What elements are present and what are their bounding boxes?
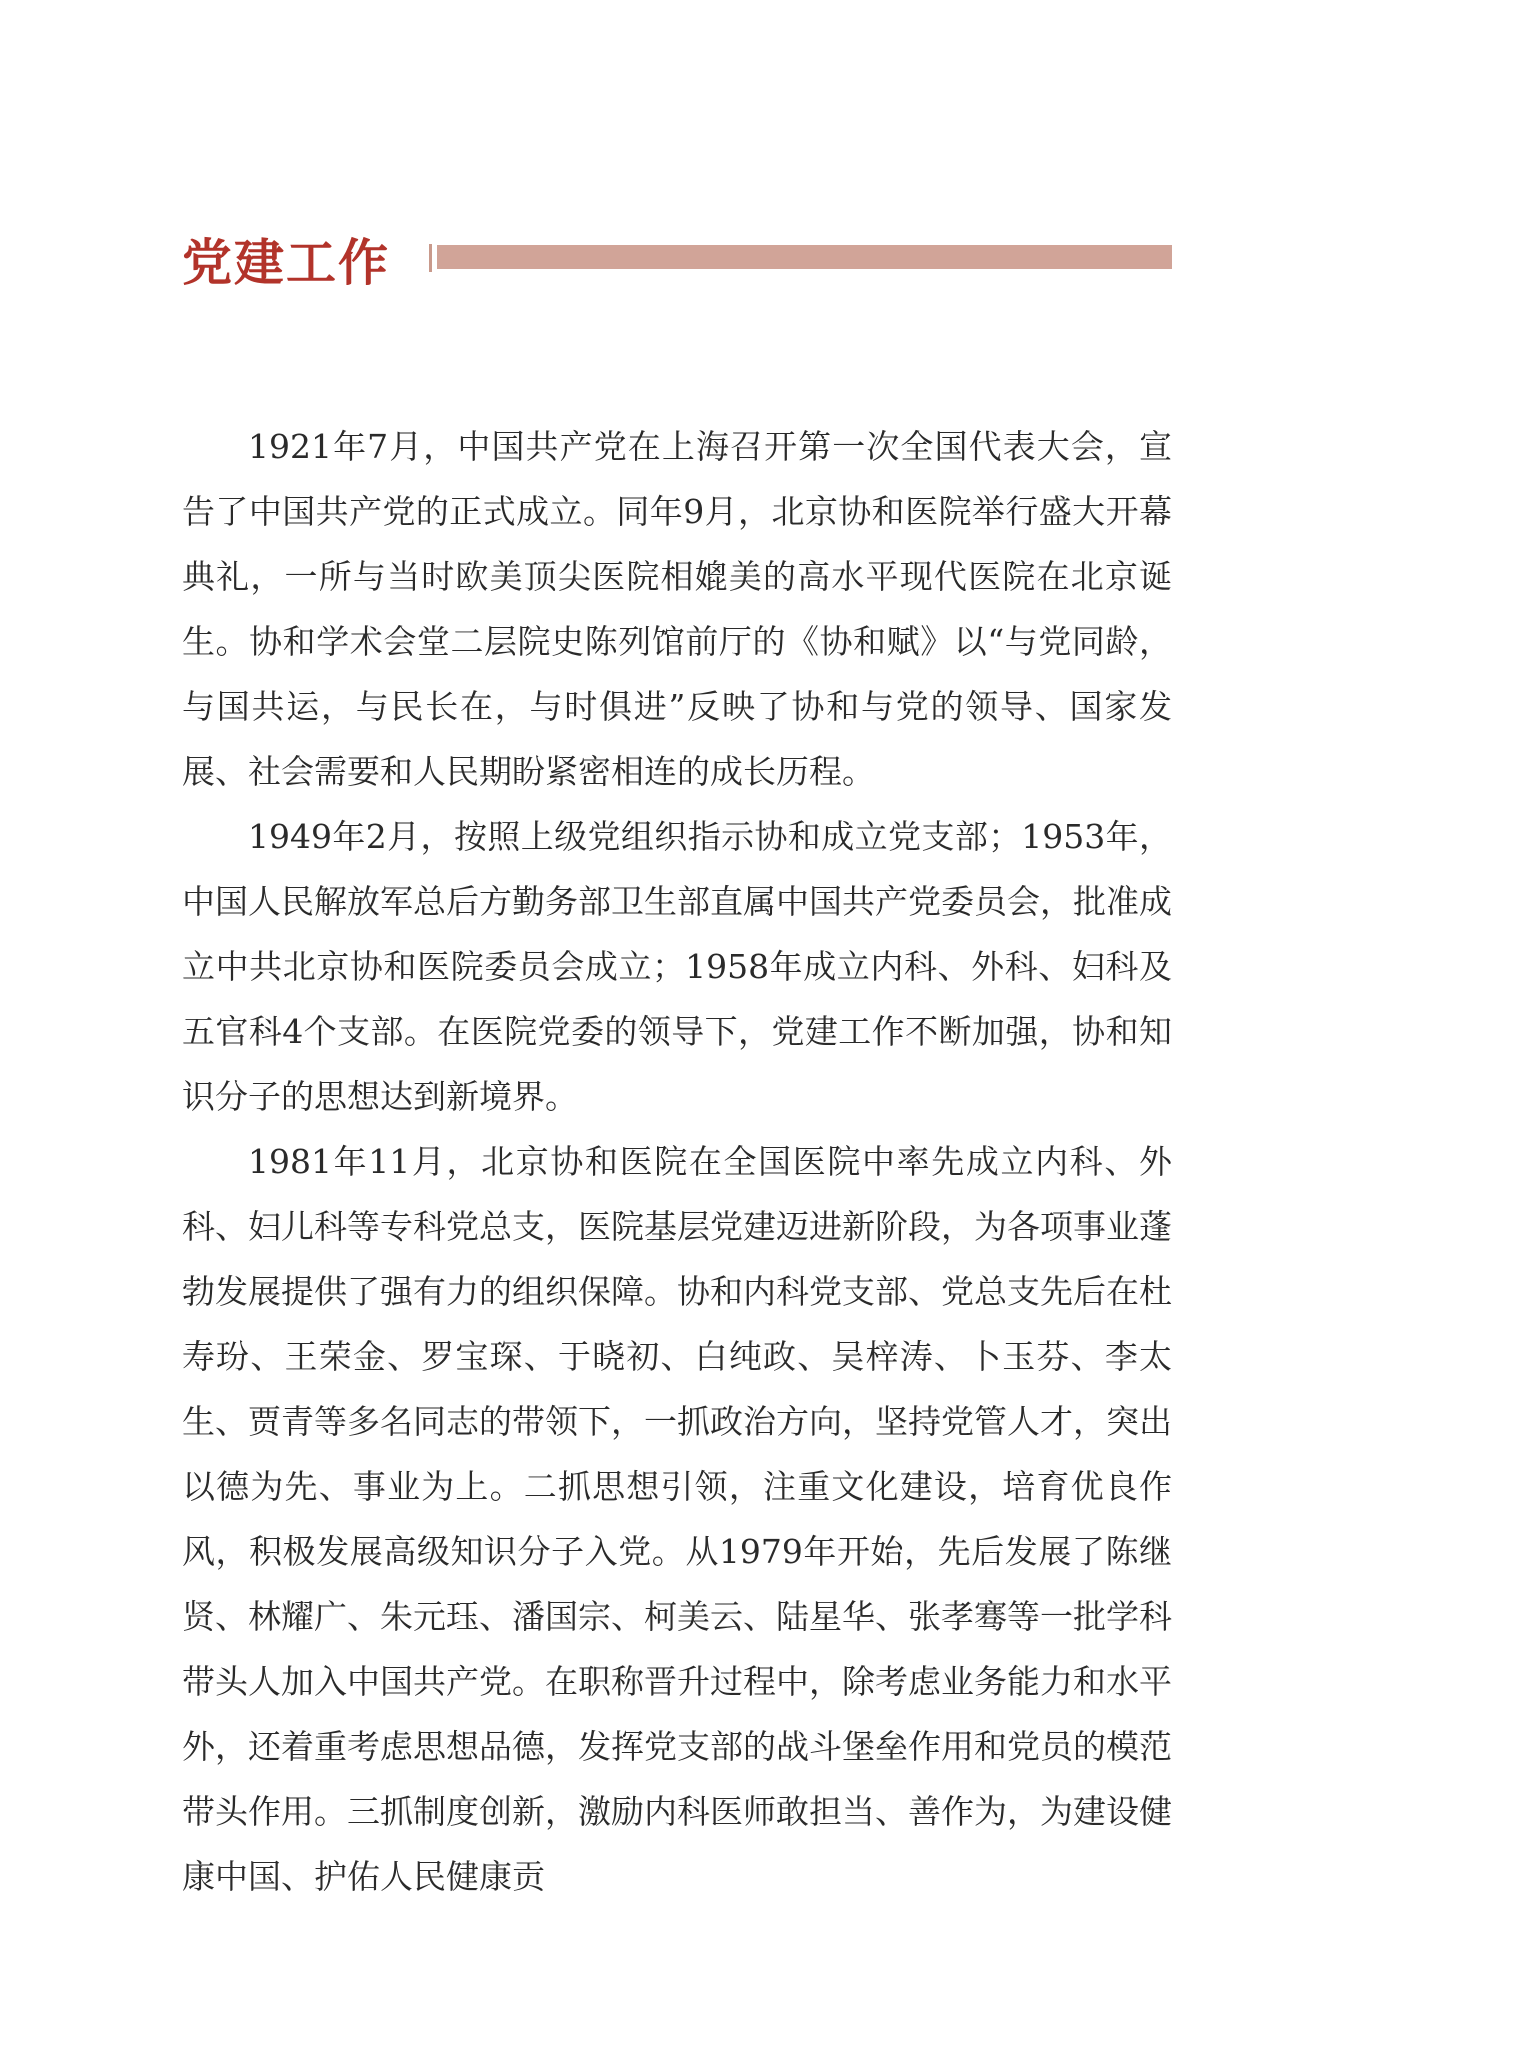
section-title: 党建工作 bbox=[182, 233, 390, 292]
paragraph-3: 1981年11月，北京协和医院在全国医院中率先成立内科、外科、妇儿科等专科党总支，医院基层党建迈进新阶段，为各项事业蓬勃发展提供了强有力的组织保障。协和内科党支部、党总支先后在杜寿玢、王荣金、罗宝琛、于晓初、白纯政、吴梓涛、卜玉芬、李太生、贾青等多名同志的带领下，一抓政治方向，坚持党管人才，突出以德为先、事业为上。二抓思想引领，注重文化建设，培育优良作风，积极发展高级知识分子入党。从1979年开始，先后发展了陈继贤、林耀广、朱元珏、潘国宗、柯美云、陆星华、张孝骞等一批学科带头人加入中国共产党。在职称晋升过程中，除考虑业务能力和水平外，还着重考虑思想品德，发挥党支部的战斗堡垒作用和党员的模范带头作用。三抓制度创新，激励内科医师敢担当、善作为，为建设健康中国、护佑人民健康贡 bbox=[182, 1142, 1172, 1896]
title-decorative-bar bbox=[437, 245, 1172, 269]
body-text bbox=[182, 414, 1172, 1909]
title-divider-tick bbox=[429, 244, 432, 272]
paragraph-1: 1921年7月，中国共产党在上海召开第一次全国代表大会，宣告了中国共产党的正式成立。同年9月，北京协和医院举行盛大开幕典礼，一所与当时欧美顶尖医院相媲美的高水平现代医院在北京诞生。协和学术会堂二层院史陈列馆前厅的《协和赋》以“与党同龄，与国共运，与民长在，与时俱进”反映了协和与党的领导、国家发展、社会需要和人民期盼紧密相连的成长历程。 bbox=[182, 427, 1172, 791]
section-header bbox=[182, 228, 1172, 298]
paragraph-2: 1949年2月，按照上级党组织指示协和成立党支部；1953年，中国人民解放军总后方勤务部卫生部直属中国共产党委员会，批准成立中共北京协和医院委员会成立；1958年成立内科、外科、妇科及五官科4个支部。在医院党委的领导下，党建工作不断加强，协和知识分子的思想达到新境界。 bbox=[182, 817, 1172, 1116]
